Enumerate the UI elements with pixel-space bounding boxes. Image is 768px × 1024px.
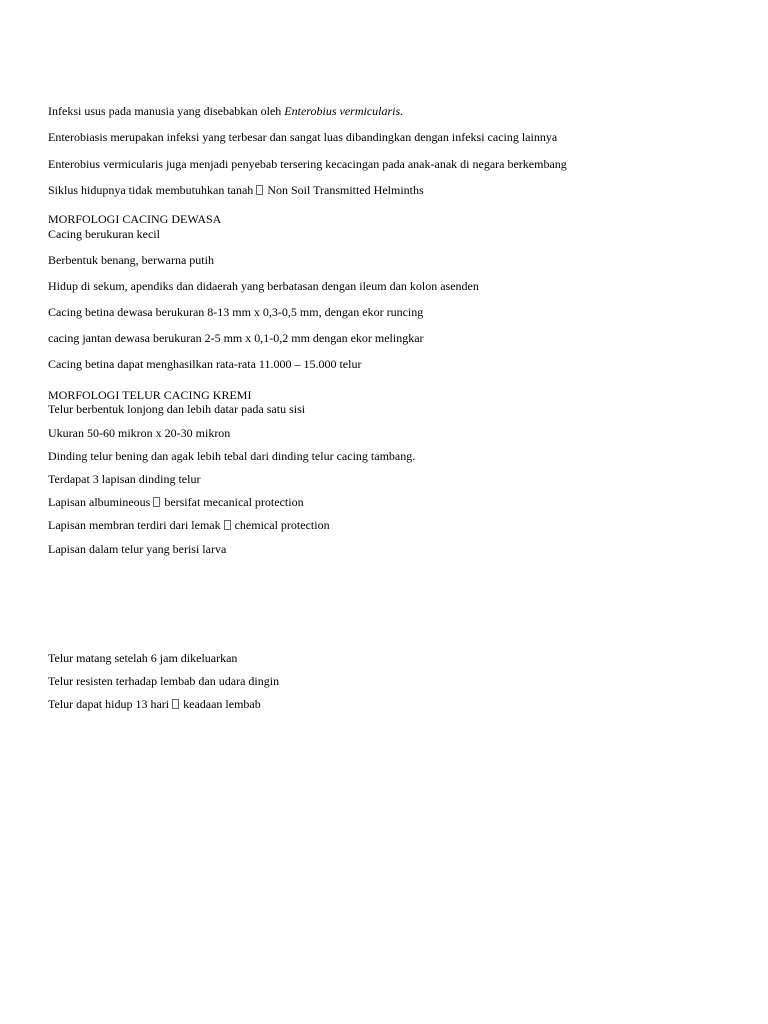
adult-worm-item: Berbentuk benang, berwarna putih [48, 253, 214, 267]
intro-line-3: Enterobius vermicularis juga menjadi penyebab tersering kecacingan pada anak-anak di negara berkembang [48, 157, 567, 171]
egg-heading: MORFOLOGI TELUR CACING KREMI [48, 388, 252, 402]
adult-worm-item: Cacing berukuran kecil [48, 227, 160, 241]
intro-line-4-before: Siklus hidupnya tidak membutuhkan tanah [48, 183, 254, 197]
egg-fact-last-before: Telur dapat hidup 13 hari [48, 697, 170, 711]
egg-item: Telur berbentuk lonjong dan lebih datar pada satu sisi [48, 402, 306, 416]
intro-line-2: Enterobiasis merupakan infeksi yang terbesar dan sangat luas dibandingkan dengan infeksi cacing lainnya [48, 130, 558, 144]
egg-layer-1-after: bersifat mecanical protection [164, 495, 304, 509]
egg-layer-1 [48, 495, 304, 509]
egg-layer-3: Lapisan dalam telur yang berisi larva [48, 542, 227, 556]
missing-glyph-icon [224, 520, 231, 530]
egg-item: Ukuran 50-60 mikron x 20-30 mikron [48, 426, 231, 440]
species-name: Enterobius vermicularis [284, 104, 401, 118]
egg-layer-2-after: chemical protection [234, 518, 330, 532]
intro-line-4-after: Non Soil Transmitted Helminths [267, 183, 424, 197]
egg-layer-1-before: Lapisan albumineous [48, 495, 151, 509]
egg-layer-2 [48, 518, 330, 532]
adult-worm-item: Cacing betina dewasa berukuran 8-13 mm x 0,3-0,5 mm, dengan ekor runcing [48, 305, 424, 319]
egg-item: Terdapat 3 lapisan dinding telur [48, 472, 201, 486]
egg-fact: Telur matang setelah 6 jam dikeluarkan [48, 651, 238, 665]
missing-glyph-icon [172, 699, 179, 709]
adult-worm-heading: MORFOLOGI CACING DEWASA [48, 212, 222, 226]
egg-fact-last-after: keadaan lembab [183, 697, 261, 711]
intro-line-1-suffix: . [400, 104, 404, 118]
intro-line-1 [48, 104, 403, 118]
adult-worm-item: Cacing betina dapat menghasilkan rata-rata 11.000 – 15.000 telur [48, 357, 362, 371]
intro-line-1-prefix: Infeksi usus pada manusia yang disebabkan oleh [48, 104, 285, 118]
egg-layer-2-before: Lapisan membran terdiri dari lemak [48, 518, 221, 532]
adult-worm-item: Hidup di sekum, apendiks dan didaerah yang berbatasan dengan ileum dan kolon asenden [48, 279, 479, 293]
missing-glyph-icon [153, 497, 160, 507]
egg-fact: Telur resisten terhadap lembab dan udara dingin [48, 674, 280, 688]
egg-item: Dinding telur bening dan agak lebih tebal dari dinding telur cacing tambang. [48, 449, 416, 463]
adult-worm-item: cacing jantan dewasa berukuran 2-5 mm x 0,1-0,2 mm dengan ekor melingkar [48, 331, 424, 345]
egg-fact-last [48, 697, 261, 711]
intro-line-4 [48, 183, 424, 197]
missing-glyph-icon [256, 185, 263, 195]
